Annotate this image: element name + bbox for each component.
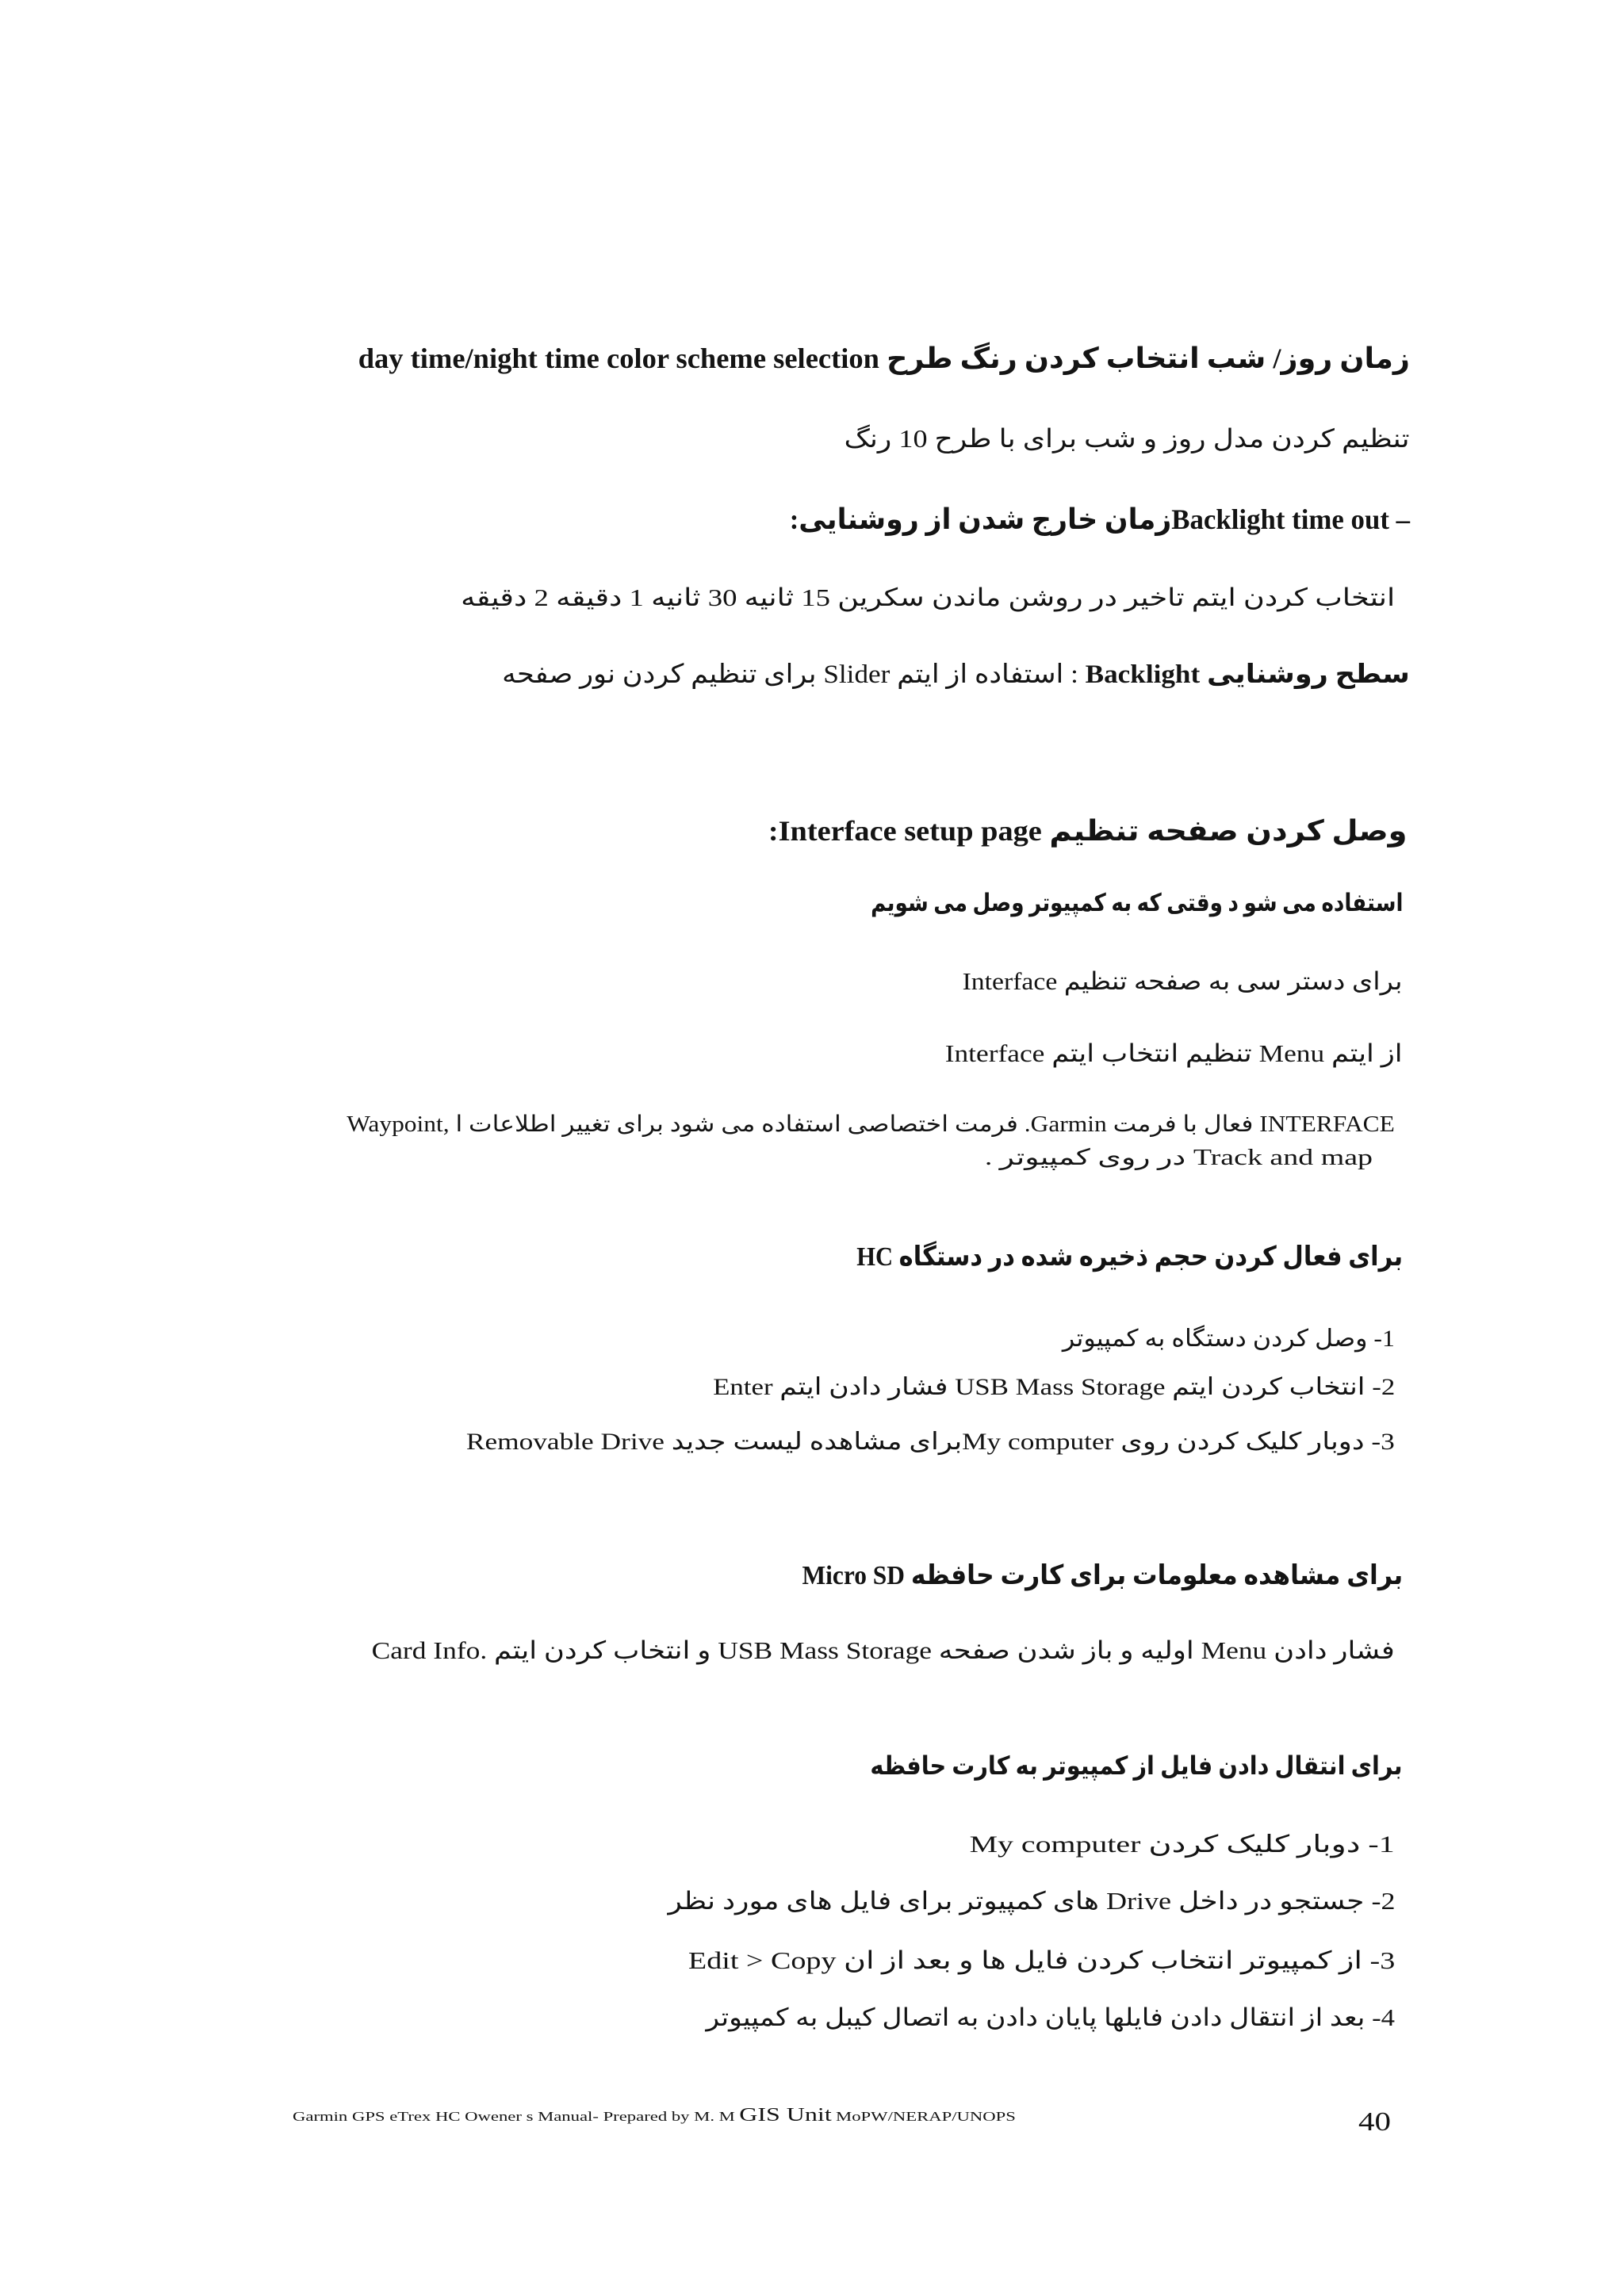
file-transfer-step-2-line [668, 1884, 1395, 1919]
mass-storage-step-3: 3- دوبار کلیک کردن روی My computerبرای مشاهده لیست جدید Removable Drive [466, 1429, 1395, 1455]
footer-org: MoPW/NERAP/UNOPS [836, 2109, 1016, 2124]
color-scheme-heading: زمان روز/ شب انتخاب کردن رنگ طرح day time/night time color scheme selection [358, 342, 1410, 374]
mass-storage-heading-line [856, 1240, 1403, 1275]
backlight-level-text [502, 657, 1410, 692]
file-transfer-step-1-line [970, 1827, 1395, 1862]
file-transfer-step-4-line [706, 2000, 1395, 2035]
interface-format-note-line-1 [347, 1108, 1395, 1142]
interface-setup-heading-line [768, 813, 1407, 848]
interface-select-line [945, 1036, 1403, 1071]
mass-storage-heading: برای فعال کردن حجم ذخیره شده در دستگاه HC [856, 1242, 1403, 1272]
file-transfer-heading: برای انتقال دادن فایل از کمپیوتر به کارت حافظه [870, 1751, 1403, 1780]
backlight-timeout-description-line [461, 580, 1395, 615]
interface-format-note-2: Track and map در روی کمپیوتر . [984, 1146, 1373, 1170]
mass-storage-step-1: 1- وصل کردن دستگاه به کمپیوتر [1062, 1326, 1395, 1352]
mass-storage-step-1-line [1063, 1322, 1395, 1357]
mass-storage-step-2: 2- انتخاب کردن ایتم USB Mass Storage فشار دادن ایتم Enter [712, 1374, 1395, 1400]
file-transfer-step-3-line [688, 1943, 1395, 1978]
backlight-timeout-description: انتخاب کردن ایتم تاخیر در روشن ماندن سکرین 15 ثانیه 30 ثانیه 1 دقیقه 2 دقیقه [460, 584, 1395, 611]
file-transfer-step-1: 1- دوبار کلیک کردن My computer [969, 1831, 1395, 1858]
interface-access: برای دستر سی به صفحه تنظیم Interface [963, 967, 1403, 995]
interface-format-note-line-2 [985, 1141, 1373, 1176]
backlight-timeout-heading-line [790, 502, 1410, 537]
mass-storage-step-2-line [713, 1370, 1395, 1405]
interface-format-note-1-text: INTERFACE فعال با فرمت Garmin. فرمت اختصاصی استفاده می شود برای تغییر اطلاعات ا [455, 1112, 1395, 1137]
file-transfer-step-4: 4- بعد از انتقال دادن فایلها پایان دادن به اتصال کیبل به کمپیوتر [706, 2003, 1395, 2031]
backlight-timeout-heading: – Backlight time outزمان خارج شدن از روشنایی: [789, 503, 1410, 535]
interface-select: از ایتم Menu تنظیم انتخاب ایتم Interface [945, 1039, 1403, 1067]
interface-access-line [963, 964, 1403, 999]
micro-sd-heading-line [802, 1559, 1403, 1594]
footer-credit-line [293, 2098, 1016, 2133]
page-number: 40 [1358, 2107, 1391, 2137]
color-scheme-heading-line [358, 341, 1410, 376]
color-scheme-description: تنظیم کردن مدل روز و شب برای با طرح 10 رنگ [844, 424, 1410, 453]
interface-format-note-1-end: Waypoint, [347, 1112, 450, 1137]
backlight-level-label: سطح روشنایی Backlight [1085, 660, 1410, 689]
footer-credit: Garmin GPS eTrex HC Owener s Manual- Prepared by M. M [293, 2109, 735, 2124]
interface-usage-line [871, 886, 1403, 920]
file-transfer-heading-line [871, 1748, 1403, 1783]
interface-format-note-1 [347, 1108, 1395, 1142]
footer-unit: GIS Unit [739, 2105, 832, 2126]
backlight-level-description: : استفاده از ایتم Slider برای تنظیم کردن نور صفحه [502, 660, 1079, 689]
interface-setup-heading: وصل کردن صفحه تنظیم Interface setup page: [768, 815, 1407, 847]
color-scheme-description-line [845, 421, 1410, 456]
micro-sd-heading: برای مشاهده معلومات برای کارت حافظه Micro SD [802, 1561, 1403, 1590]
interface-usage: استفاده می شو د وقتی که به کمپیوتر وصل می شویم [870, 889, 1403, 916]
file-transfer-step-2: 2- جستجو در داخل Drive های کمپیوتر برای فایل های مورد نظر [667, 1887, 1395, 1915]
backlight-level-line [502, 657, 1410, 692]
footer-credit-text [293, 2098, 1016, 2135]
micro-sd-instructions-line [372, 1633, 1395, 1668]
micro-sd-instructions: فشار دادن Menu اولیه و باز شدن صفحه USB Mass Storage و انتخاب کردن ایتم .Card Info [371, 1636, 1395, 1664]
page-number-line [1358, 2105, 1391, 2140]
file-transfer-step-3: 3- از کمپیوتر انتخاب کردن فایل ها و بعد از ان Edit > Copy [688, 1946, 1395, 1974]
mass-storage-step-3-line [466, 1425, 1395, 1460]
